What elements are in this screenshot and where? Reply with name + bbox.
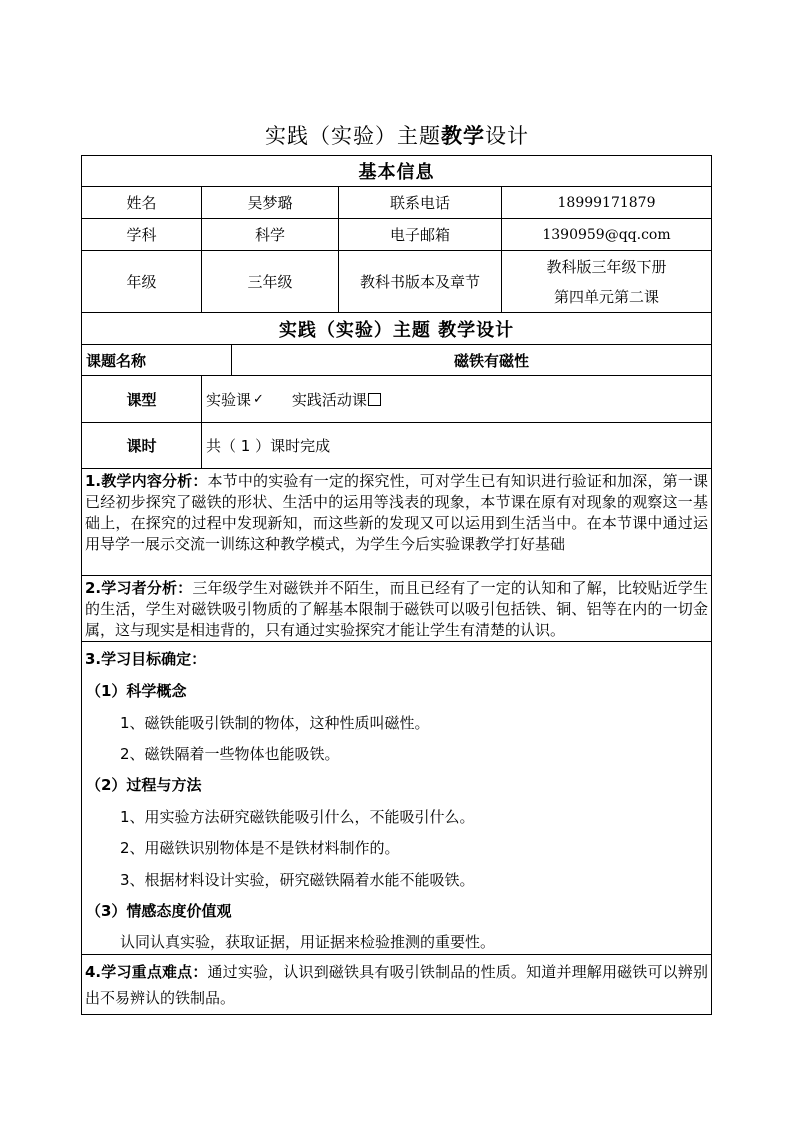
topic-row xyxy=(82,345,711,376)
value-name: 吴梦璐 xyxy=(202,187,339,218)
info-row-subject xyxy=(82,219,711,251)
title-part-3: 设计 xyxy=(485,124,529,148)
value-phone: 18999171879 xyxy=(557,194,656,211)
type-value xyxy=(202,376,711,422)
learner-analysis-row xyxy=(82,576,711,642)
learner-analysis xyxy=(85,578,708,641)
key-points-row xyxy=(82,955,711,1014)
objective-group-concept: （1）科学概念 xyxy=(86,682,187,700)
type-label: 课型 xyxy=(82,376,202,422)
objective-attitude-1: 认同认真实验，获取证据，用证据来检验推测的重要性。 xyxy=(120,933,496,951)
textbook-edition: 教科版三年级下册 xyxy=(546,257,667,276)
objective-process-3: 3、根据材料设计实验，研究磁铁隔着水能不能吸铁。 xyxy=(120,871,475,889)
value-textbook xyxy=(502,251,711,312)
label-name: 姓名 xyxy=(82,187,202,218)
key-points xyxy=(85,959,708,1011)
key-points-label: 4.学习重点难点 xyxy=(85,963,193,981)
type-row xyxy=(82,376,711,423)
content-analysis-row xyxy=(82,469,711,576)
basic-info-heading: 基本信息 xyxy=(358,162,435,183)
check-icon: ✓ xyxy=(253,391,264,407)
objective-group-attitude: （3）情感态度价值观 xyxy=(86,902,232,920)
period-row xyxy=(82,423,711,469)
checkbox-icon xyxy=(368,393,381,406)
topic-value: 磁铁有磁性 xyxy=(453,351,529,370)
objectives-row xyxy=(82,642,711,955)
design-heading-row xyxy=(82,313,711,345)
label-textbook: 教科书版本及章节 xyxy=(339,251,502,312)
period-label: 课时 xyxy=(82,423,202,468)
info-row-grade xyxy=(82,251,711,313)
title-part-2: 教学 xyxy=(441,124,485,148)
period-value: 共（ 1 ）课时完成 xyxy=(206,437,331,455)
label-email: 电子邮箱 xyxy=(339,219,502,250)
objectives-label: 3.学习目标确定： xyxy=(85,650,207,668)
objective-process-2: 2、用磁铁识别物体是不是铁材料制作的。 xyxy=(120,839,400,857)
objective-group-process: （2）过程与方法 xyxy=(86,776,202,794)
objective-concept-2: 2、磁铁隔着一些物体也能吸铁。 xyxy=(120,745,340,763)
learner-analysis-label: 2.学习者分析 xyxy=(85,579,178,597)
design-heading: 实践（实验）主题 教学设计 xyxy=(278,319,515,341)
topic-label: 课题名称 xyxy=(82,345,232,375)
content-analysis xyxy=(85,471,708,555)
learner-analysis-sep: ： xyxy=(177,579,193,597)
objective-concept-1: 1、磁铁能吸引铁制的物体，这种性质叫磁性。 xyxy=(120,714,430,732)
content-analysis-text: 本节中的实验有一定的探究性，可对学生已有知识进行验证和加深，第一课已经初步探究了磁铁的形状、生活中的运用等浅表的现象，本节课在原有对现象的观察这一基础上，在探究的过程中发现新知，而这些新的发现又可以运用到生活当中。在本节课中通过运用导学一展示交流一训练这种教学模式，为学生今后实验课教学打好基础 xyxy=(85,472,708,553)
key-points-sep: ： xyxy=(192,963,208,981)
label-grade: 年级 xyxy=(82,251,202,312)
value-grade: 三年级 xyxy=(202,251,339,312)
textbook-chapter: 第四单元第二课 xyxy=(553,287,659,306)
document-title xyxy=(0,120,794,150)
value-subject: 科学 xyxy=(202,219,339,250)
type-option-experiment: 实验课 xyxy=(206,390,252,409)
content-analysis-label: 1.教学内容分析 xyxy=(85,472,193,490)
content-analysis-sep: ： xyxy=(192,472,208,490)
basic-info-heading-row xyxy=(82,156,711,187)
lesson-plan-table xyxy=(81,155,712,1015)
type-option-practice: 实践活动课 xyxy=(291,390,367,409)
label-subject: 学科 xyxy=(82,219,202,250)
info-row-name xyxy=(82,187,711,219)
key-points-text: 通过实验，认识到磁铁具有吸引铁制品的性质。知道并理解用磁铁可以辨别出不易辨认的铁制品。 xyxy=(85,963,708,1007)
title-part-1: 实践（实验）主题 xyxy=(265,124,441,148)
value-email: 1390959@qq.com xyxy=(542,226,671,243)
objective-process-1: 1、用实验方法研究磁铁能吸引什么，不能吸引什么。 xyxy=(120,808,475,826)
label-phone: 联系电话 xyxy=(339,187,502,218)
learner-analysis-text: 三年级学生对磁铁并不陌生，而且已经有了一定的认知和了解，比较贴近学生的生活，学生对磁铁吸引物质的了解基本限制于磁铁可以吸引包括铁、铜、铝等在内的一切金属，这与现实是相违背的，只有通过实验探究才能让学生有清楚的认识。 xyxy=(85,579,708,639)
